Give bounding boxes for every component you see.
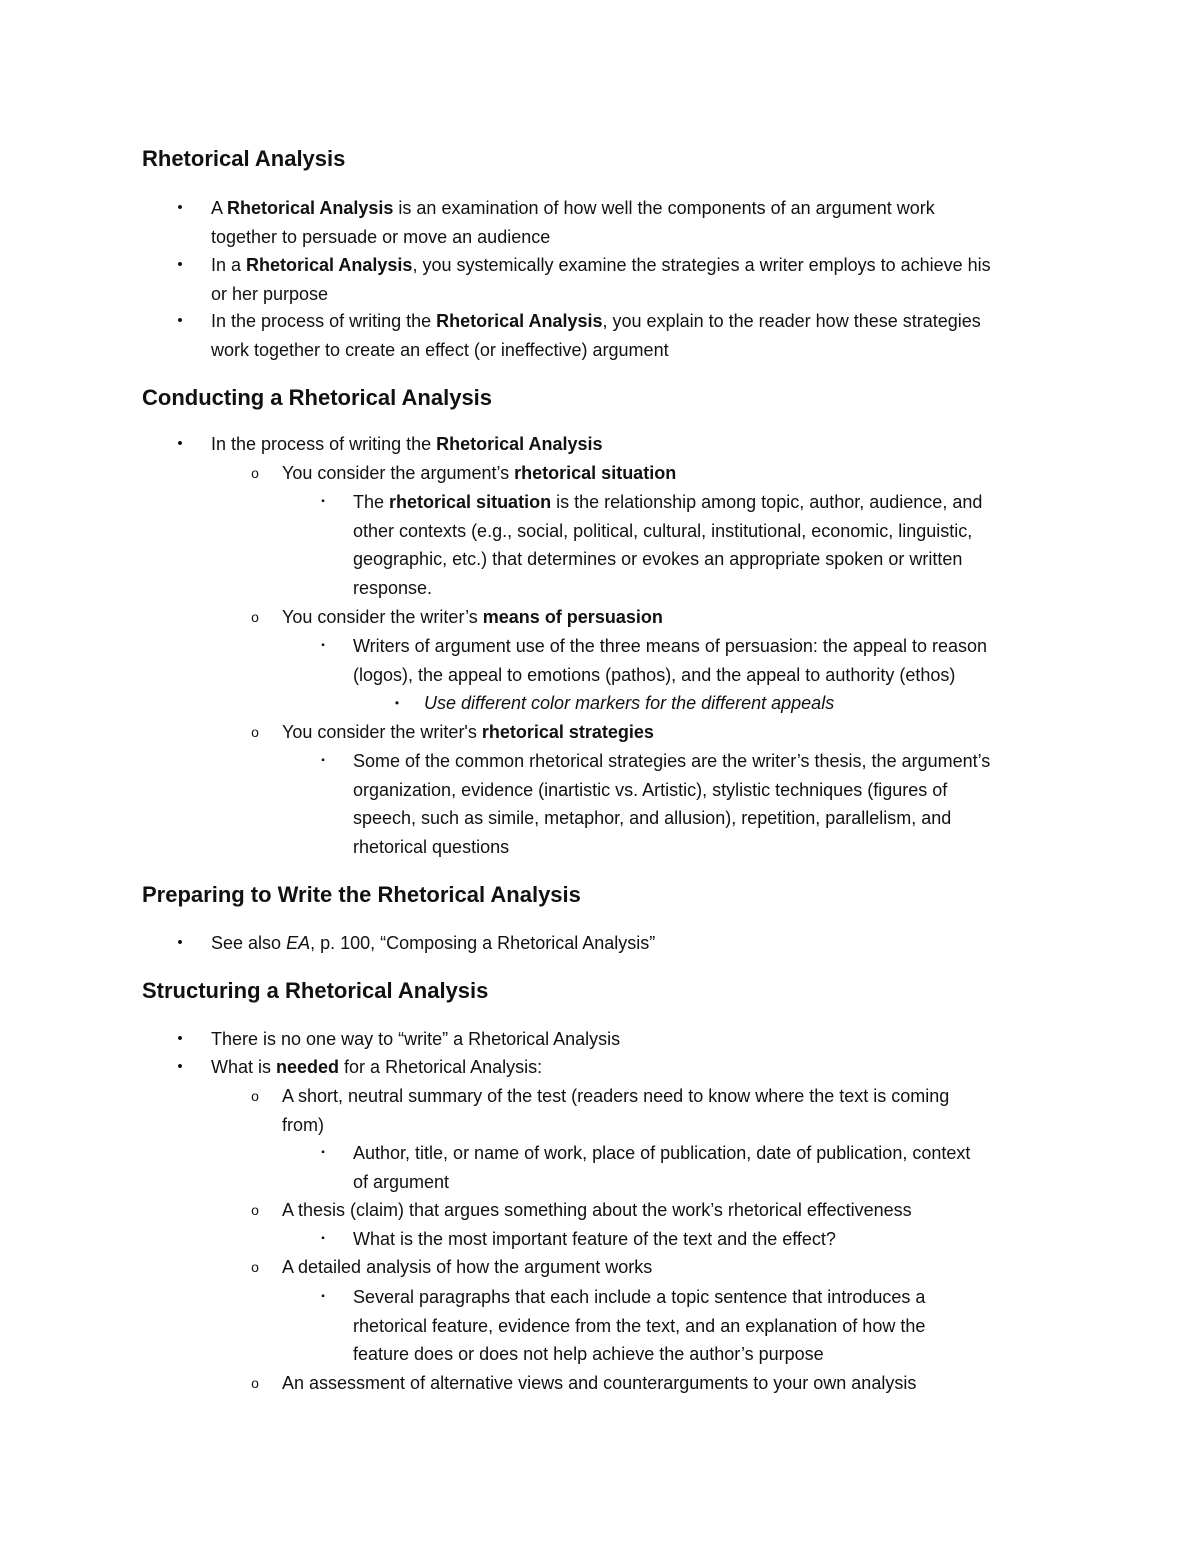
text-line <box>353 1340 1113 1369</box>
text-run: In the process of writing the <box>211 434 437 454</box>
text-run: , you explain to the reader how these strategies <box>602 311 981 331</box>
text-run: rhetorical situation <box>514 463 677 483</box>
text-run: There is no one way to “write” a Rhetorical Analysis <box>211 1029 621 1049</box>
text-line <box>282 1082 1082 1111</box>
text-line <box>353 747 1113 776</box>
text-run: , you systemically examine the strategies a writer employs to achieve his <box>412 255 991 275</box>
text-run: An assessment of alternative views and counterarguments to your own analysis <box>282 1373 917 1393</box>
circle-bullet-icon: o <box>251 724 259 740</box>
text-run: feature does or does not help achieve the author’s purpose <box>353 1344 824 1364</box>
text-run: for a Rhetorical Analysis: <box>339 1057 543 1077</box>
text-line <box>211 1053 1091 1082</box>
section-heading: Structuring a Rhetorical Analysis <box>142 978 489 1003</box>
square-bullet-icon: ▪ <box>321 1147 325 1158</box>
text-line <box>353 574 1113 603</box>
text-run: from) <box>282 1114 324 1135</box>
bullet-icon: • <box>177 1058 183 1075</box>
text-run: A short, neutral summary of the test (readers need to know where the text is coming <box>282 1086 950 1106</box>
circle-bullet-icon: o <box>251 609 259 625</box>
text-run: You consider the writer's <box>282 722 482 742</box>
text-run: rhetorical questions <box>353 836 510 857</box>
text-run: organization, evidence (inartistic vs. Artistic), stylistic techniques (figures of <box>353 779 948 800</box>
text-line <box>353 488 1113 517</box>
text-line <box>211 280 1091 309</box>
text-run: In a <box>211 255 247 275</box>
text-run: A thesis (claim) that argues something about the work’s rhetorical effectiveness <box>282 1200 912 1220</box>
list-item-text <box>282 1082 1082 1139</box>
text-run: What is <box>211 1057 277 1077</box>
text-line <box>353 661 1113 690</box>
text-run: , p. 100, “Composing a Rhetorical Analysis” <box>310 933 656 953</box>
square-bullet-icon: ▪ <box>321 755 325 766</box>
text-line <box>282 459 1082 488</box>
text-run: See also <box>211 933 287 953</box>
text-line <box>282 1111 1082 1140</box>
circle-bullet-icon: o <box>251 465 259 481</box>
text-run: needed <box>276 1057 340 1077</box>
text-run: A detailed analysis of how the argument works <box>282 1257 653 1277</box>
text-run: You consider the writer’s <box>282 607 483 627</box>
text-line <box>211 1025 1091 1054</box>
list-item-text <box>282 1196 1082 1225</box>
list-item-text <box>353 1225 1113 1254</box>
section-heading: Conducting a Rhetorical Analysis <box>142 385 493 410</box>
text-run: The <box>353 492 390 512</box>
text-run: together to persuade or move an audience <box>211 226 551 247</box>
list-item-text <box>282 1253 1082 1282</box>
text-run: Rhetorical Analysis <box>227 198 394 218</box>
circle-bullet-icon: o <box>251 1375 259 1391</box>
text-line <box>211 194 1091 223</box>
text-line <box>282 1369 1082 1398</box>
list-item-text <box>282 1369 1082 1398</box>
list-item-text <box>211 307 1091 364</box>
circle-bullet-icon: o <box>251 1088 259 1104</box>
text-run: other contexts (e.g., social, political, cultural, institutional, economic, linguistic, <box>353 520 973 541</box>
text-run: geographic, etc.) that determines or evokes an appropriate spoken or written <box>353 549 963 569</box>
list-item-text <box>282 459 1082 488</box>
text-line <box>282 718 1082 747</box>
text-run: Rhetorical Analysis <box>436 434 603 454</box>
text-run: Author, title, or name of work, place of publication, date of publication, context <box>353 1143 971 1163</box>
text-run: Rhetorical Analysis <box>436 311 603 331</box>
list-item-text <box>211 194 1091 251</box>
text-line <box>353 517 1113 546</box>
text-run: of argument <box>353 1171 450 1192</box>
bullet-icon: • <box>177 256 183 273</box>
text-run: speech, such as simile, metaphor, and allusion), repetition, parallelism, and <box>353 808 952 828</box>
bullet-icon: • <box>394 696 400 710</box>
bullet-icon: • <box>177 1030 183 1047</box>
bullet-icon: • <box>177 199 183 216</box>
square-bullet-icon: ▪ <box>321 1291 325 1302</box>
square-bullet-icon: ▪ <box>321 496 325 507</box>
text-line <box>211 223 1091 252</box>
list-item-text <box>211 1053 1091 1082</box>
text-run: Use different color markers for the different appeals <box>424 693 835 713</box>
text-line <box>211 929 1091 958</box>
text-line <box>353 1168 1113 1197</box>
square-bullet-icon: ▪ <box>321 1233 325 1244</box>
text-run: Writers of argument use of the three means of persuasion: the appeal to reason <box>353 636 988 656</box>
text-line <box>211 307 1091 336</box>
text-run: or her purpose <box>211 283 329 304</box>
text-line <box>424 689 1124 718</box>
text-run: You consider the argument’s <box>282 463 515 483</box>
text-run: Several paragraphs that each include a topic sentence that introduces a <box>353 1287 926 1307</box>
bullet-icon: • <box>177 435 183 452</box>
list-item-text <box>211 929 1091 958</box>
text-line <box>211 251 1091 280</box>
circle-bullet-icon: o <box>251 1202 259 1218</box>
text-line <box>353 804 1113 833</box>
text-run: In the process of writing the <box>211 311 437 331</box>
text-run: A <box>211 198 228 218</box>
list-item-text <box>282 603 1082 632</box>
list-item-text <box>282 718 1082 747</box>
text-line <box>353 833 1113 862</box>
text-run: is the relationship among topic, author, audience, and <box>551 492 983 512</box>
text-run: EA <box>286 933 311 953</box>
text-run: is an examination of how well the components of an argument work <box>393 198 935 218</box>
text-line <box>282 1253 1082 1282</box>
list-item-text <box>353 632 1113 689</box>
text-run: work together to create an effect (or ineffective) argument <box>211 339 669 360</box>
text-line <box>353 776 1113 805</box>
text-run: rhetorical strategies <box>481 722 654 742</box>
list-item-text <box>353 1139 1113 1196</box>
text-run: response. <box>353 577 433 598</box>
list-item-text <box>211 1025 1091 1054</box>
list-item-text <box>424 689 1124 718</box>
text-run: (logos), the appeal to emotions (pathos), and the appeal to authority (ethos) <box>353 664 956 685</box>
text-line <box>211 430 1091 459</box>
list-item-text <box>211 430 1091 459</box>
text-line <box>353 545 1113 574</box>
text-run: Some of the common rhetorical strategies are the writer’s thesis, the argument’s <box>353 751 991 771</box>
text-run: rhetorical situation <box>389 492 552 512</box>
text-line <box>211 336 1091 365</box>
bullet-icon: • <box>177 312 183 329</box>
text-line <box>282 603 1082 632</box>
list-item-text <box>353 1283 1113 1369</box>
section-heading: Preparing to Write the Rhetorical Analysis <box>142 882 581 907</box>
list-item-text <box>211 251 1091 308</box>
list-item-text <box>353 488 1113 602</box>
text-run: Rhetorical Analysis <box>246 255 413 275</box>
text-run: rhetorical feature, evidence from the text, and an explanation of how the <box>353 1315 926 1336</box>
text-line <box>353 1283 1113 1312</box>
section-heading: Rhetorical Analysis <box>142 146 346 171</box>
text-run: What is the most important feature of the text and the effect? <box>353 1229 836 1249</box>
text-run: means of persuasion <box>482 607 663 627</box>
text-line <box>353 1225 1113 1254</box>
text-line <box>353 1312 1113 1341</box>
list-item-text <box>353 747 1113 861</box>
circle-bullet-icon: o <box>251 1259 259 1275</box>
bullet-icon: • <box>177 934 183 951</box>
text-line <box>282 1196 1082 1225</box>
square-bullet-icon: ▪ <box>321 640 325 651</box>
text-line <box>353 632 1113 661</box>
text-line <box>353 1139 1113 1168</box>
